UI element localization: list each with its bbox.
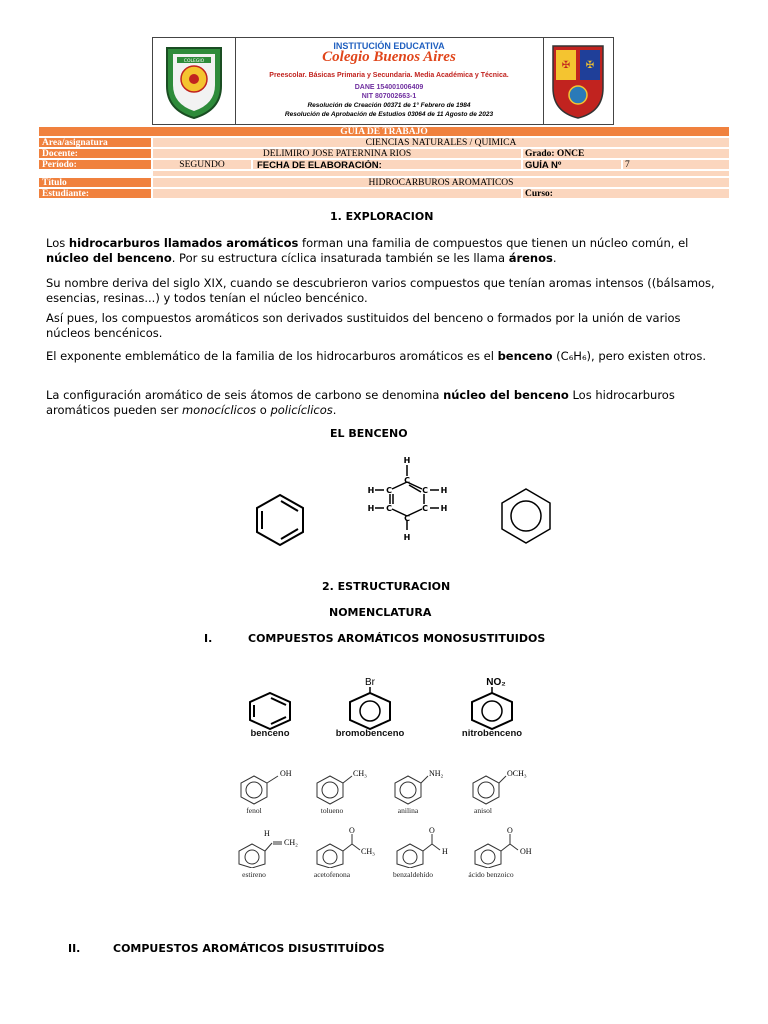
svg-text:O: O xyxy=(507,826,513,835)
table-row-titulo xyxy=(38,177,730,188)
tolueno-structure-icon xyxy=(312,764,374,806)
periodo-value: SEGUNDO xyxy=(152,159,252,170)
document-header xyxy=(152,37,614,125)
school-name: Colegio Buenos Aires xyxy=(322,49,456,65)
svg-text:H: H xyxy=(403,533,411,542)
paragraph-benzene: El exponente emblemático de la familia de los hidrocarburos aromáticos es el benceno (C₆H₆), pero existen otros. xyxy=(46,349,706,363)
subsection-i-title: COMPUESTOS AROMÁTICOS MONOSUSTITUIDOS xyxy=(248,632,546,645)
subsection-ii-title: COMPUESTOS AROMÁTICOS DISUSTITUÍDOS xyxy=(113,942,385,955)
svg-text:CH₂: CH₂ xyxy=(284,838,298,847)
city-coat-of-arms-icon xyxy=(543,38,613,124)
nomenclatura-heading: NOMENCLATURA xyxy=(329,606,432,619)
table-spacer-row xyxy=(38,170,730,177)
compound-label-benceno: benceno xyxy=(250,728,290,739)
estudiante-label: Estudiante: xyxy=(38,188,152,199)
svg-text:✠: ✠ xyxy=(585,60,595,71)
subsection-i-number: I. xyxy=(204,632,213,645)
grado-value: Grado: ONCE xyxy=(522,148,730,159)
compound-label-nitrobenceno: nitrobenceno xyxy=(461,728,523,739)
benzene-title: EL BENCENO xyxy=(330,427,408,440)
approval-resolution: Resolución de Aprobación de Estudios 03064 de 11 Agosto de 2023 xyxy=(284,111,494,118)
paragraph-name-origin: Su nombre deriva del siglo XIX, cuando se descubrieron varios compuestos que tenían aromas intensos ((bálsamos, esencias, resinas...) y todos tenían el núcleo bencénico. xyxy=(46,276,715,305)
left-logo-cell xyxy=(153,38,236,124)
area-value: CIENCIAS NATURALES / QUÍMICA xyxy=(152,137,730,148)
benzene-kekule-icon xyxy=(250,492,310,548)
compound-label-tolueno: tolueno xyxy=(320,806,344,815)
section-estructuracion-heading: 2. ESTRUCTURACION xyxy=(322,580,451,593)
estireno-structure-icon xyxy=(234,826,312,868)
table-title-row xyxy=(38,126,730,137)
section-exploracion-heading: 1. EXPLORACION xyxy=(330,210,434,223)
svg-text:C: C xyxy=(422,486,428,495)
benzene-structural-formula-icon xyxy=(362,452,452,542)
svg-text:C: C xyxy=(386,486,392,495)
docente-value: DELIMIRO JOSE PATERNINA RIOS xyxy=(152,148,522,159)
estudiante-value[interactable] xyxy=(152,188,522,199)
docente-label: Docente: xyxy=(38,148,152,159)
area-label: Área/asignatura xyxy=(38,137,152,148)
svg-text:C: C xyxy=(422,504,428,513)
paragraph-derivatives: Así pues, los compuestos aromáticos son derivados sustituidos del benceno o formados por la unión de varios núcleos bencénicos. xyxy=(46,311,681,340)
fecha-label: FECHA DE ELABORACIÓN: xyxy=(252,159,522,170)
info-table xyxy=(38,126,730,199)
benzaldehido-structure-icon xyxy=(392,826,458,868)
svg-text:CH₃: CH₃ xyxy=(361,847,375,856)
benceno-structure-icon xyxy=(244,690,296,730)
svg-text:OH: OH xyxy=(280,769,292,778)
svg-text:✠: ✠ xyxy=(561,60,571,71)
svg-text:OH: OH xyxy=(520,847,532,856)
svg-text:NO₂: NO₂ xyxy=(486,677,506,688)
compound-label-benzaldehido: benzaldehído xyxy=(393,870,433,879)
bromobenceno-structure-icon xyxy=(344,674,396,730)
svg-text:O: O xyxy=(349,826,355,835)
compound-label-estireno: estireno xyxy=(242,870,266,879)
subsection-ii-number: II. xyxy=(68,942,81,955)
nitrobenceno-structure-icon xyxy=(466,674,522,730)
svg-text:H: H xyxy=(367,486,375,495)
fenol-structure-icon xyxy=(236,764,296,806)
svg-text:H: H xyxy=(442,847,448,856)
table-row-docente xyxy=(38,148,730,159)
table-title: GUIA DE TRABAJO xyxy=(38,126,730,137)
acido-benzoico-structure-icon xyxy=(470,826,542,868)
guia-value: 7 xyxy=(622,159,730,170)
svg-text:H: H xyxy=(440,486,448,495)
svg-text:H: H xyxy=(440,504,448,513)
svg-text:C: C xyxy=(386,504,392,513)
acetofenona-structure-icon xyxy=(312,826,386,868)
creation-resolution: Resolución de Creación 00371 de 1° Febrero de 1984 xyxy=(307,102,471,109)
compound-label-fenol: fenol xyxy=(246,806,262,815)
periodo-label: Período: xyxy=(38,159,152,170)
school-levels: Preescolar. Básicas Primaria y Secundaria. Media Académica y Técnica. xyxy=(269,72,509,79)
curso-label: Curso: xyxy=(522,188,730,199)
nit-code: NIT 807002663-1 xyxy=(361,93,417,100)
compound-label-acetofenona: acetofenona xyxy=(313,870,351,879)
institution-label: INSTITUCIÓN EDUCATIVA xyxy=(333,41,445,51)
anilina-structure-icon xyxy=(390,764,452,806)
paragraph-configuration: La configuración aromático de seis átomos de carbono se denomina núcleo del benceno Los hidrocarburos aromáticos pueden ser monocíclicos o policíclicos. xyxy=(46,388,675,417)
titulo-value: HIDROCARBUROS AROMATICOS xyxy=(152,177,730,188)
svg-text:NH₂: NH₂ xyxy=(429,769,444,778)
compound-label-anilina: anilina xyxy=(397,806,419,815)
svg-text:O: O xyxy=(429,826,435,835)
guia-label: GUÍA Nº xyxy=(522,159,622,170)
svg-text:H: H xyxy=(403,456,411,465)
svg-text:Br: Br xyxy=(365,677,375,688)
dane-code: DANE 154001006409 xyxy=(354,84,424,91)
svg-text:H: H xyxy=(264,829,270,838)
svg-text:C: C xyxy=(404,514,410,523)
table-row-periodo xyxy=(38,159,730,170)
header-text-cell xyxy=(235,38,544,124)
compound-label-bromobenceno: bromobenceno xyxy=(335,728,405,739)
svg-text:C: C xyxy=(404,476,410,485)
right-logo-cell xyxy=(543,38,613,124)
compound-label-acido-benzoico: ácido benzoico xyxy=(468,870,514,879)
table-row-estudiante xyxy=(38,188,730,199)
benzene-ring-circle-icon xyxy=(496,486,556,546)
svg-text:CH₃: CH₃ xyxy=(353,769,367,778)
svg-text:H: H xyxy=(367,504,375,513)
table-row-area xyxy=(38,137,730,148)
anisol-structure-icon xyxy=(468,764,534,806)
svg-text:OCH₃: OCH₃ xyxy=(507,769,527,778)
school-shield-logo-icon xyxy=(153,38,235,124)
titulo-label: Título xyxy=(38,177,152,188)
paragraph-intro: Los hidrocarburos llamados aromáticos forman una familia de compuestos que tienen un núcleo común, el núcleo del benceno. Por su estructura cíclica insaturada también se les llama árenos. xyxy=(46,236,689,265)
compound-label-anisol: anisol xyxy=(474,806,492,815)
logo-text: COLEGIO xyxy=(183,59,205,64)
